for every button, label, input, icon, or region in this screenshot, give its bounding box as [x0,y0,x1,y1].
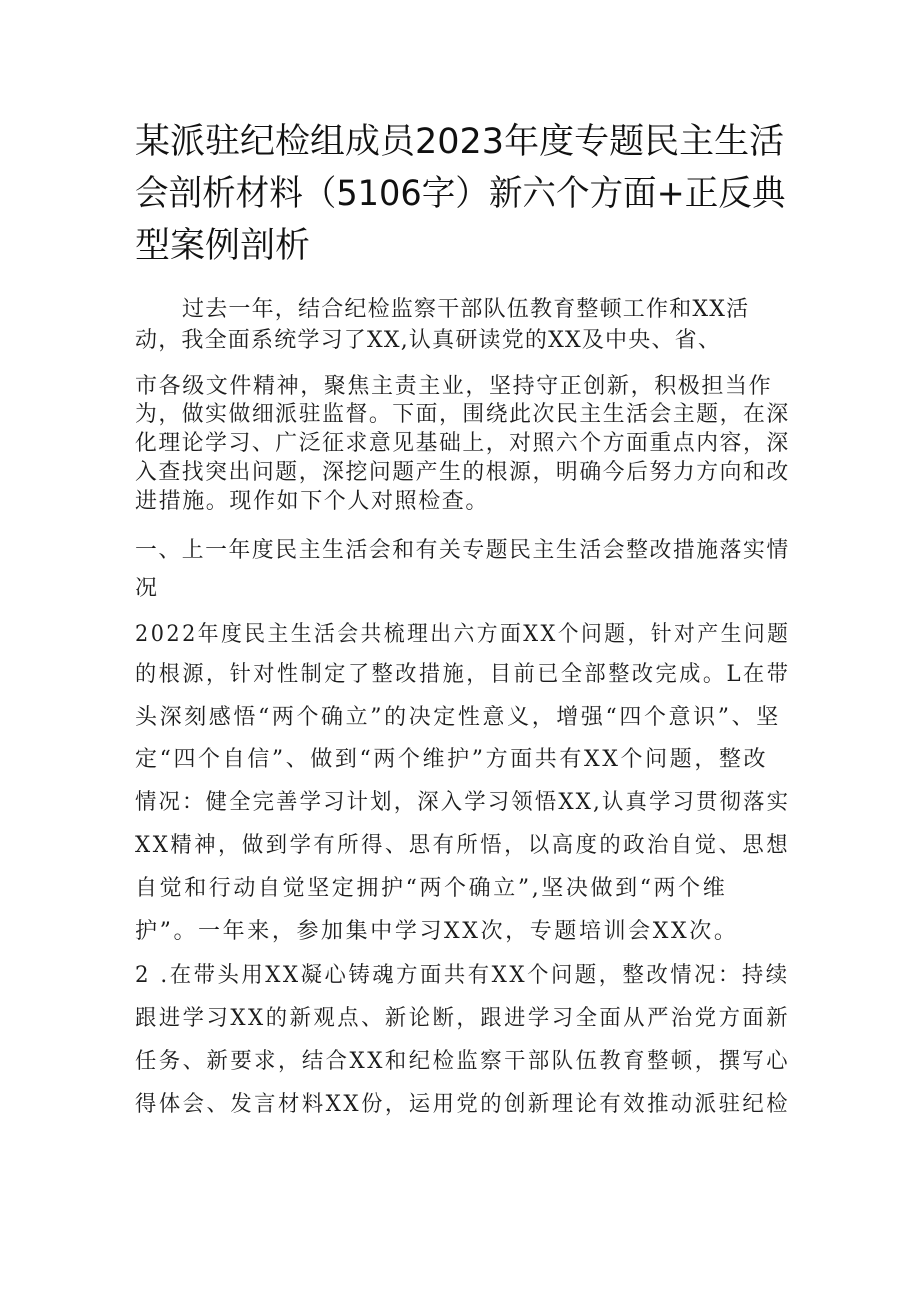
title-line: 某派驻纪检组成员2023年度专题民主生活 [135,122,785,162]
title-line: 会剖析材料（5106字）新六个方面+正反典 [135,174,786,214]
section-heading: 一、上一年度民主生活会和有关专题民主生活会整改措施落实情 [135,538,790,563]
intro-line: 进措施。现作如下个人对照检查。 [135,489,490,514]
paragraph-line: 得体会、发言材料XX份，运用党的创新理论有效推动派驻纪检 [135,1092,791,1117]
intro-line: 市各级文件精神，聚焦主责主业，坚持守正创新，积极担当作 [135,374,773,399]
paragraph-line: 2022年度民主生活会共梳理出六方面XX个问题，针对产生问题 [135,622,791,647]
section-heading: 况 [135,576,159,601]
intro-line: 动，我全面系统学习了XX,认真研读党的XX及中央、省、 [135,328,722,353]
title-line: 型案例剖析 [135,226,311,266]
paragraph-line: 头深刻感悟“两个确立”的决定性意义，增强“四个意识”、坚 [135,705,781,730]
paragraph-line: XX精神，做到学有所得、思有所悟，以高度的政治自觉、思想 [135,833,791,858]
paragraph-line: 护”。一年来，参加集中学习XX次，专题培训会XX次。 [135,919,739,944]
paragraph-line: 2 .在带头用XX凝心铸魂方面共有XX个问题，整改情况：持续 [135,963,790,988]
intro-line: 为，做实做细派驻监督。下面，围绕此次民主生活会主题，在深 [135,402,790,427]
paragraph-line: 任务、新要求，结合XX和纪检监察干部队伍教育整顿，撰写心 [135,1049,791,1074]
paragraph-line: 的根源，针对性制定了整改措施，目前已全部整改完成。L在带 [135,662,791,687]
intro-line: 入查找突出问题，深挖问题产生的根源，明确今后努力方向和改 [135,460,790,485]
paragraph-line: 情况：健全完善学习计划，深入学习领悟XX,认真学习贯彻落实 [135,790,791,815]
intro-line: 化理论学习、广泛征求意见基础上，对照六个方面重点内容，深 [135,431,790,456]
paragraph-line: 自觉和行动自觉坚定拥护“两个确立”,坚决做到“两个维 [135,876,728,901]
document-title [135,116,785,272]
intro-line: 过去一年，结合纪检监察干部队伍教育整顿工作和XX活 [182,297,750,322]
paragraph-line: 定“四个自信”、做到“两个维护”方面共有XX个问题，整改 [135,747,769,772]
paragraph-line: 跟进学习XX的新观点、新论断，跟进学习全面从严治党方面新 [135,1006,791,1031]
